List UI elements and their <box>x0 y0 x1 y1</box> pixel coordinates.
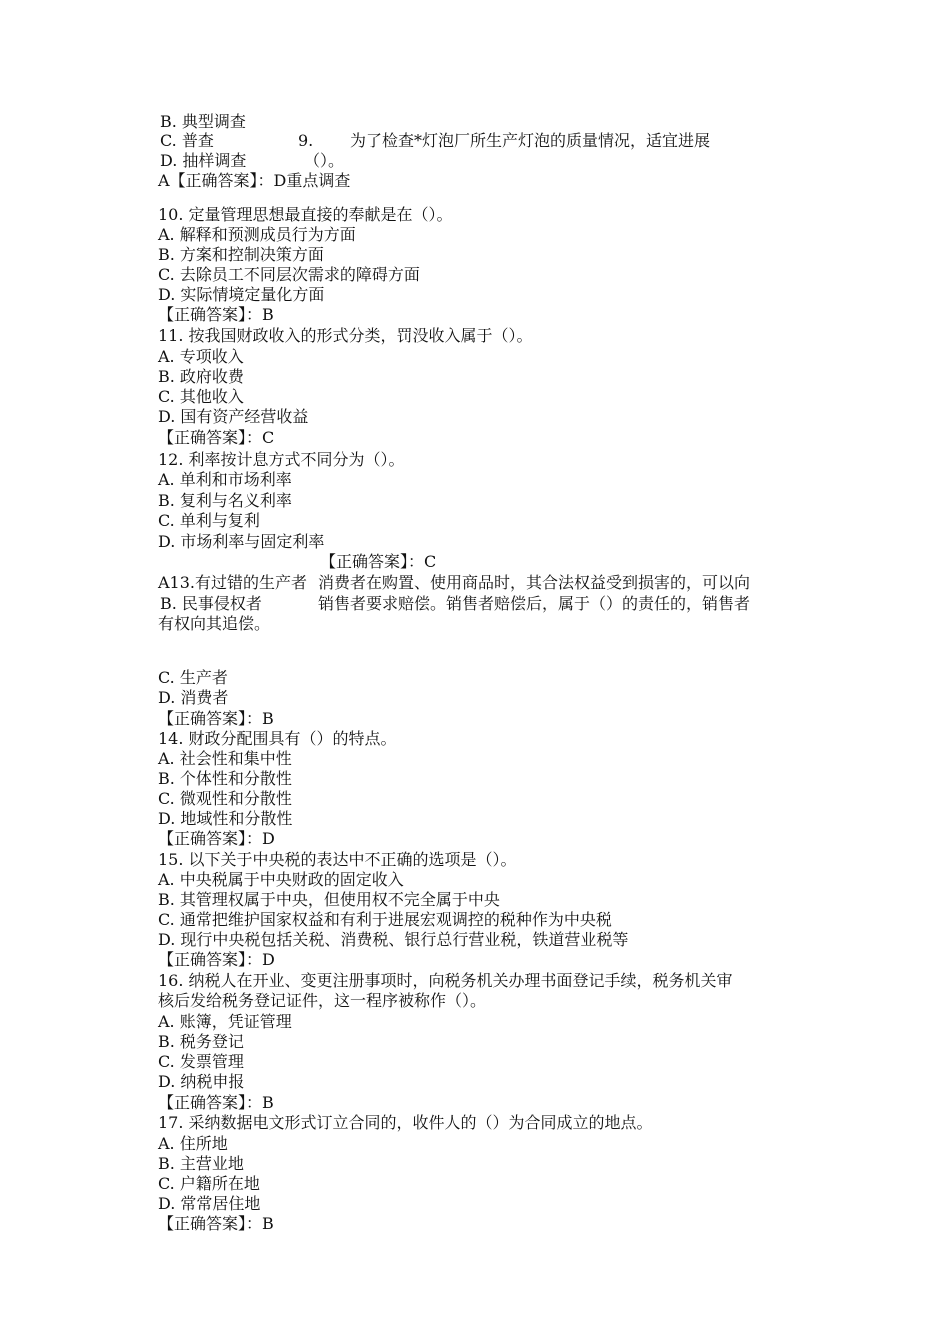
q15-option-a: A. 中央税属于中央财政的固定收入 <box>158 870 404 889</box>
q15-answer: 【正确答案】：D <box>158 950 275 969</box>
q16-option-c: C. 发票管理 <box>158 1052 244 1071</box>
q11-stem: 11. 按我国财政收入的形式分类，罚没收入属于（）。 <box>158 326 533 345</box>
q13-stem-line-3: 有权向其追偿。 <box>158 614 271 633</box>
q13-option-b: B. 民事侵权者 <box>160 594 262 613</box>
q8-answer: A【正确答案】：D重点调查 <box>158 171 351 190</box>
q14-option-c: C. 微观性和分散性 <box>158 789 292 808</box>
q15-option-c: C. 通常把维护国家权益和有利于进展宏观调控的税种作为中央税 <box>158 910 612 929</box>
q10-stem: 10. 定量管理思想最直接的奉献是在（）。 <box>158 205 453 224</box>
q12-option-d: D. 市场利率与固定利率 <box>158 532 325 551</box>
q17-stem: 17. 采纳数据电文形式订立合同的，收件人的（）为合同成立的地点。 <box>158 1113 653 1132</box>
q16-stem-line-2: 核后发给税务登记证件，这一程序被称作（）。 <box>158 991 487 1010</box>
q8-option-d: D. 抽样调查 <box>160 151 247 170</box>
q11-option-c: C. 其他收入 <box>158 387 244 406</box>
q13-left-line-1: A13.有过错的生产者 <box>158 573 308 592</box>
q10-option-c: C. 去除员工不同层次需求的障碍方面 <box>158 265 420 284</box>
q12-option-c: C. 单利与复利 <box>158 511 260 530</box>
q9-stem-line-1: 为了检查*灯泡厂所生产灯泡的质量情况，适宜进展 <box>350 131 711 150</box>
q17-answer: 【正确答案】：B <box>158 1214 274 1233</box>
q17-option-a: A. 住所地 <box>158 1134 228 1153</box>
q13-option-c: C. 生产者 <box>158 668 228 687</box>
q13-answer: 【正确答案】：B <box>158 709 274 728</box>
q13-stem-line-2: 销售者要求赔偿。销售者赔偿后，属于（）的责任的，销售者 <box>318 594 751 613</box>
q15-stem: 15. 以下关于中央税的表达中不正确的选项是（）。 <box>158 850 517 869</box>
q9-number: 9. <box>298 131 314 150</box>
q15-option-d: D. 现行中央税包括关税、消费税、银行总行营业税，铁道营业税等 <box>158 930 629 949</box>
q14-stem: 14. 财政分配围具有（）的特点。 <box>158 729 397 748</box>
q16-answer: 【正确答案】：B <box>158 1093 274 1112</box>
q16-option-b: B. 税务登记 <box>158 1032 244 1051</box>
q13-option-d: D. 消费者 <box>158 688 229 707</box>
q17-option-d: D. 常常居住地 <box>158 1194 261 1213</box>
q13-stem-line-1: 消费者在购置、使用商品时，其合法权益受到损害的，可以向 <box>318 573 751 592</box>
q10-option-d: D. 实际情境定量化方面 <box>158 285 325 304</box>
q8-option-c: C. 普查 <box>160 131 214 150</box>
q15-option-b: B. 其管理权属于中央，但使用权不完全属于中央 <box>158 890 500 909</box>
q17-option-c: C. 户籍所在地 <box>158 1174 260 1193</box>
q12-stem: 12. 利率按计息方式不同分为（）。 <box>158 450 405 469</box>
q16-option-d: D. 纳税申报 <box>158 1072 245 1091</box>
q8-option-b: B. 典型调查 <box>160 112 246 131</box>
q17-option-b: B. 主营业地 <box>158 1154 244 1173</box>
q16-stem-line-1: 16. 纳税人在开业、变更注册事项时，向税务机关办理书面登记手续，税务机关审 <box>158 971 733 990</box>
q14-option-b: B. 个体性和分散性 <box>158 769 292 788</box>
q12-option-a: A. 单利和市场利率 <box>158 470 292 489</box>
q14-option-a: A. 社会性和集中性 <box>158 749 292 768</box>
q16-option-a: A. 账簿，凭证管理 <box>158 1012 292 1031</box>
q14-answer: 【正确答案】：D <box>158 829 275 848</box>
q11-option-a: A. 专项收入 <box>158 347 244 366</box>
q11-option-b: B. 政府收费 <box>158 367 244 386</box>
q9-stem-line-2: （）。 <box>304 151 345 170</box>
q11-answer: 【正确答案】：C <box>158 428 275 447</box>
q12-answer: 【正确答案】：C <box>320 552 437 571</box>
q10-answer: 【正确答案】：B <box>158 305 274 324</box>
q14-option-d: D. 地域性和分散性 <box>158 809 293 828</box>
q11-option-d: D. 国有资产经营收益 <box>158 407 309 426</box>
q12-option-b: B. 复利与名义利率 <box>158 491 292 510</box>
q10-option-b: B. 方案和控制决策方面 <box>158 245 324 264</box>
q10-option-a: A. 解释和预测成员行为方面 <box>158 225 356 244</box>
